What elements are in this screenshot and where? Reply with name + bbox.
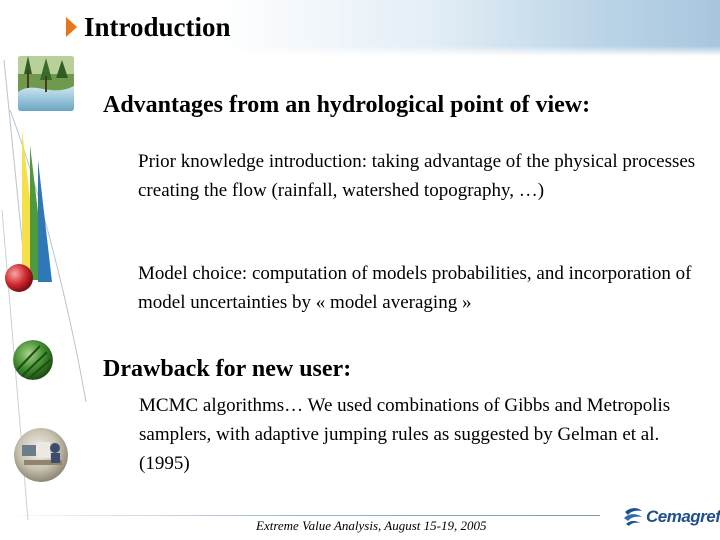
title-arrow-icon — [66, 17, 77, 37]
cemagref-logo-icon — [622, 505, 644, 527]
red-sphere-icon — [5, 264, 33, 292]
footer-text: Extreme Value Analysis, August 15-19, 2005 — [256, 518, 487, 533]
drawback-heading: Drawback for new user: — [103, 356, 352, 382]
advantage-item-prior-knowledge: Prior knowledge introduction: taking advantage of the physical processes creating the flow (rainfall, watershed topography, …) — [138, 151, 696, 201]
advantages-heading: Advantages from an hydrological point of view: — [103, 92, 591, 118]
photo-vegetation — [13, 340, 53, 382]
photo-laboratory — [14, 428, 68, 482]
slide-title: Introduction — [84, 12, 231, 42]
drawback-text: MCMC algorithms… We used combinations of Gibbs and Metropolis samplers, with adaptive jumping rules as suggested by Gelman et al. (1995) — [139, 395, 671, 474]
decorative-sidebar — [0, 50, 100, 540]
advantage-item-model-choice: Model choice: computation of models probabilities, and incorporation of model uncertainties by « model averaging » — [138, 263, 692, 313]
photo-landscape — [18, 56, 74, 111]
footer-divider — [0, 515, 600, 516]
cemagref-logo-text: Cemagref — [646, 507, 720, 526]
